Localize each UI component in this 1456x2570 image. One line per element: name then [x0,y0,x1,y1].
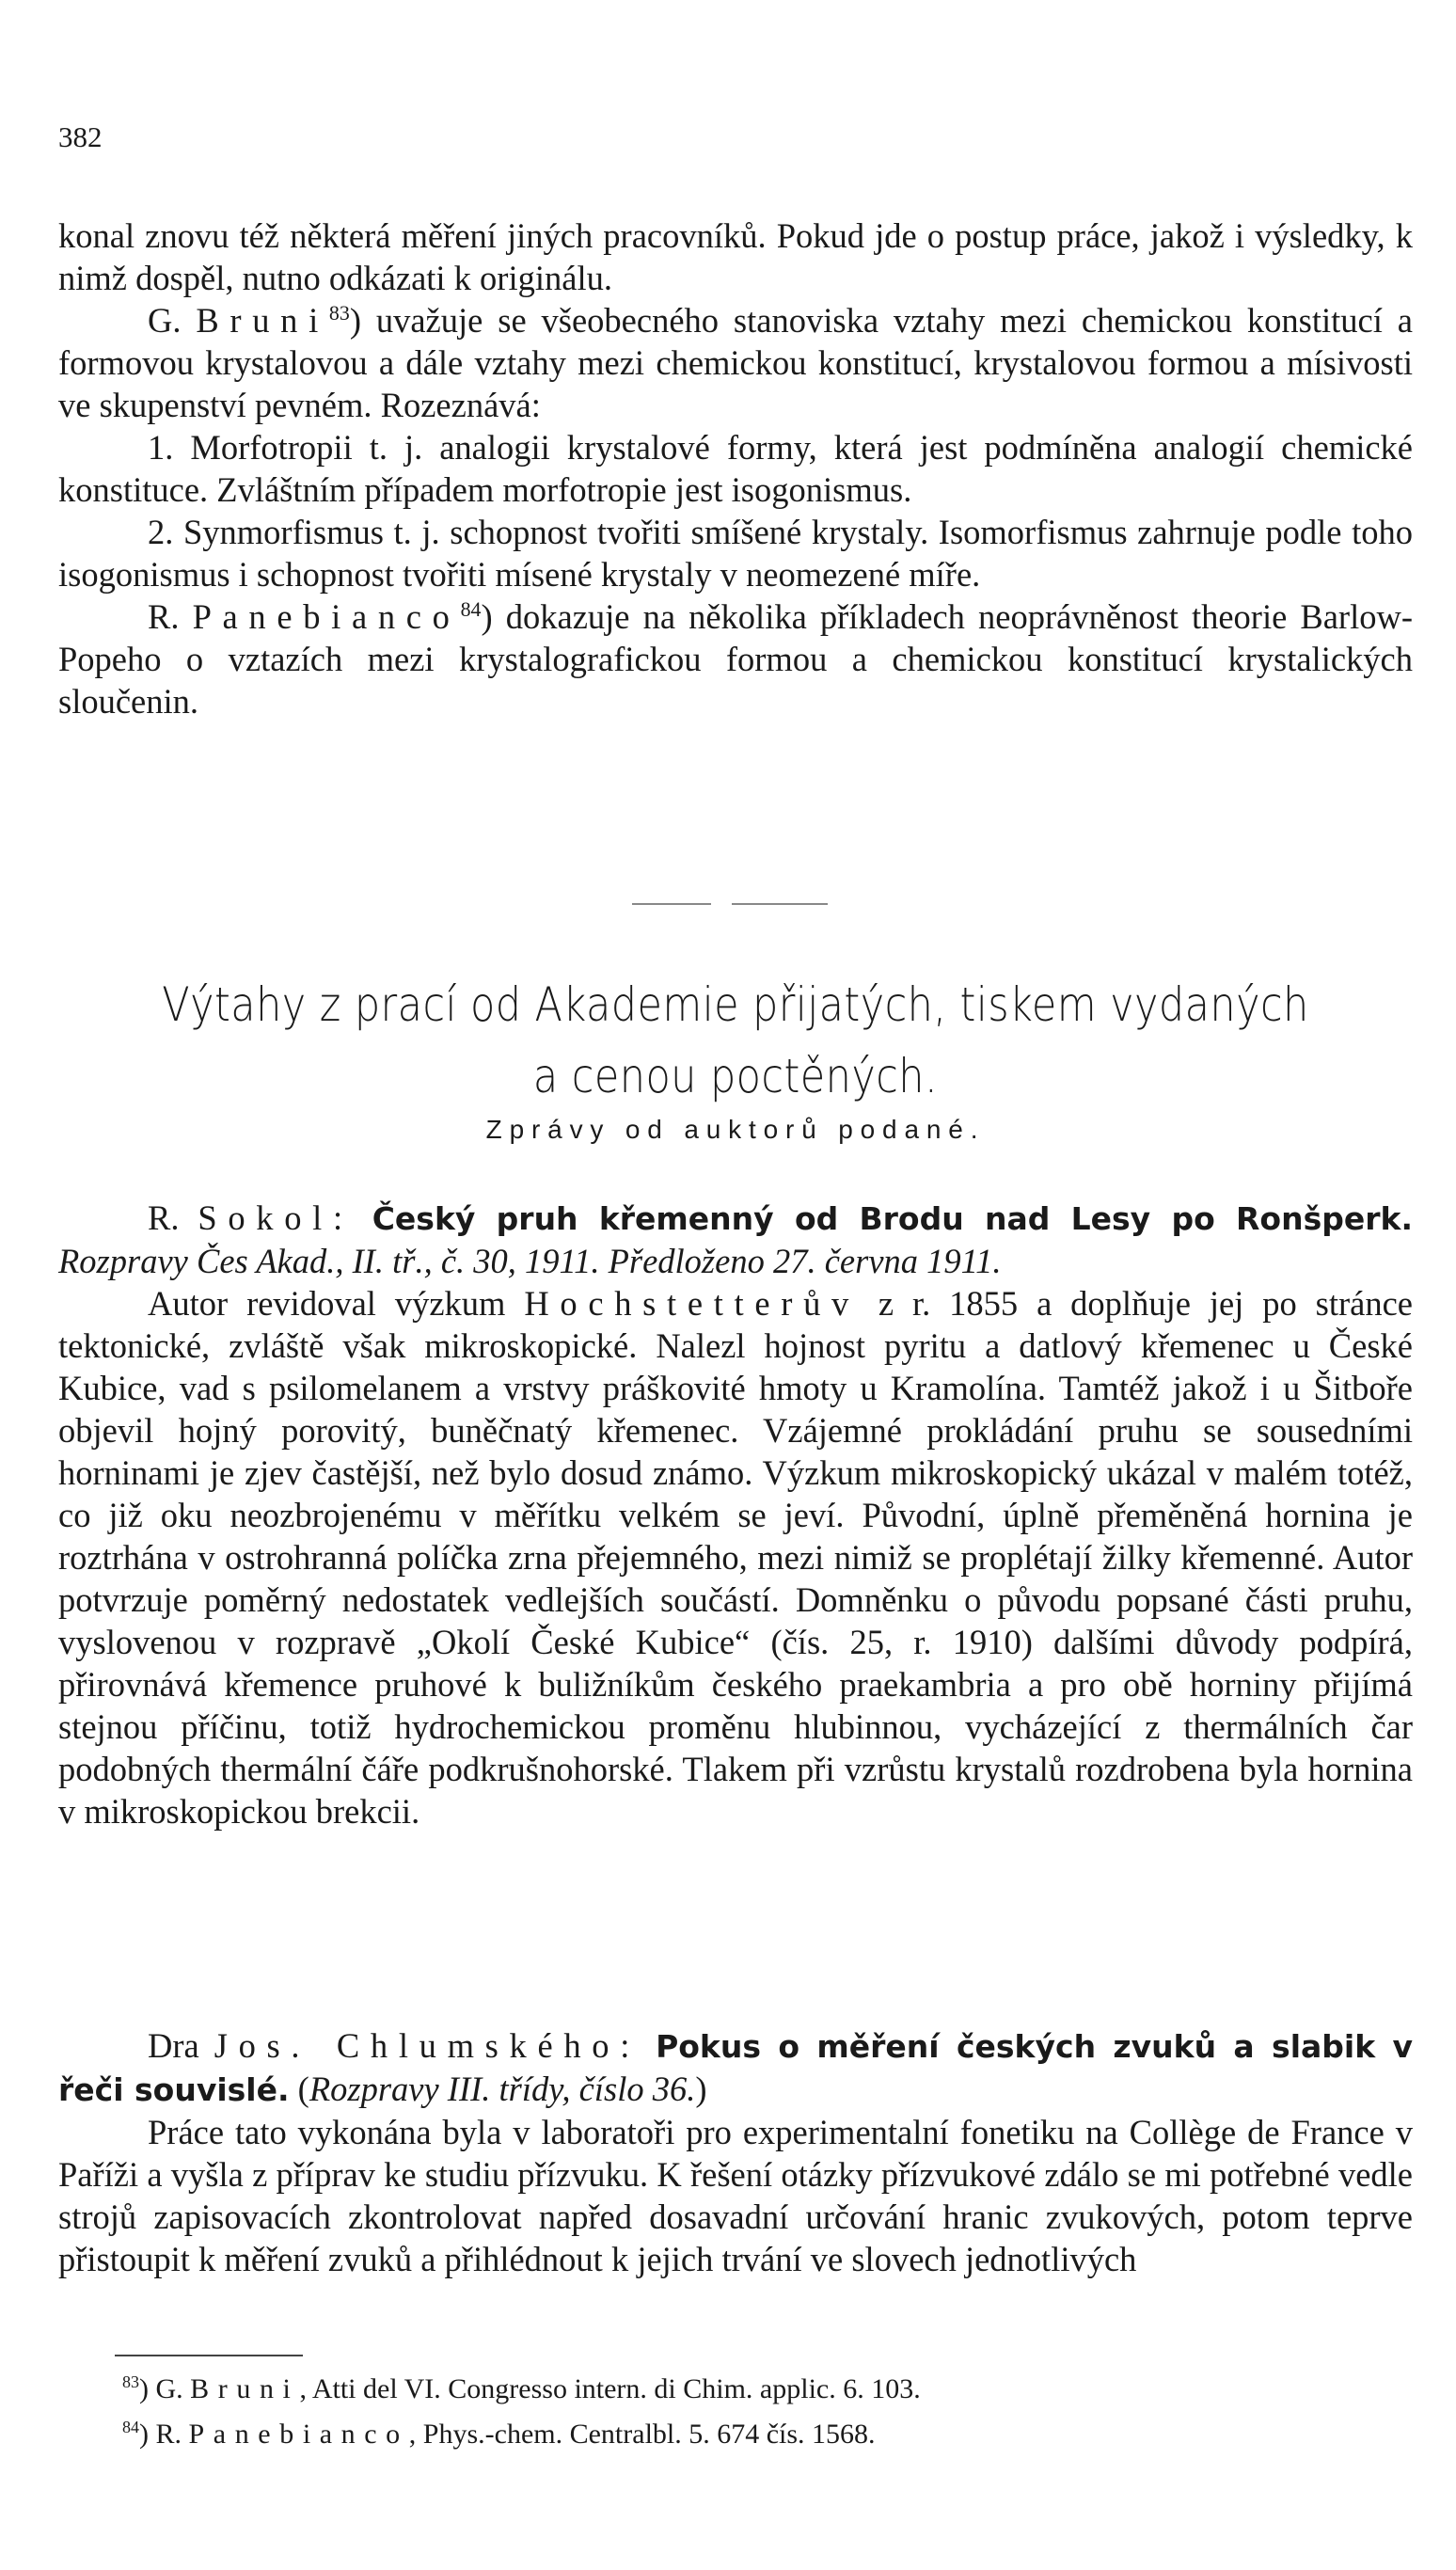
text-run: Autor revidoval výzkum [148,1284,525,1323]
article-citation: Rozpravy III. třídy, číslo 36. [309,2070,696,2108]
footnote-mark: 84 [122,2418,139,2436]
article-title: Pokus o měření českých zvuků a slabik v řeči souvislé. [58,2028,1414,2108]
article-chlumsky [58,2024,1413,2280]
divider [632,903,711,905]
text-run: R. [148,597,193,636]
article-title: Český pruh křemenný od Brodu nad Lesy po Ronšperk. [372,1200,1413,1237]
article-author: Sokol: [198,1198,354,1237]
article-header [58,1197,1413,1282]
section-subtitle: Zprávy od auktorů podané. [485,1115,986,1144]
divider [732,903,828,905]
footnotes [58,2363,1413,2453]
page-number: 382 [58,120,103,153]
section-title-line: a cenou poctěných. [532,1049,939,1103]
text-run: ) R. [139,2419,189,2450]
text-run: , Phys.-chem. Centralbl. 5. 674 čís. 1568. [408,2419,876,2450]
paragraph-bruni [58,299,1413,426]
text-run: z r. 1855 a doplňuje jej po stránce tektonické, zvláště však mikroskopické. Nalezl hojnost pyritu a datlový křemenec u České Kubice, vad s psilomelanem a vrstvy práškovité hmoty u Kramolína. Tamtéž jakož i u Šitboře objevil hojný porovitý, buněčnatý křemenec. Vzájemné prokládání pruhu se sousedními horninami je zjev častější, než bylo dosud známo. Výzkum mikroskopický ukázal v malém totéž, co již oku neozbrojenému v měřítku velkém se jeví. Původní, úplně přeměněná hornina je roztrhána v ostrohranná políčka zrna přejemného, mezi nimiž se proplétají žilky křemenné. Autor potvrzuje poměrný nedostatek vedlejších součástí. Domněnku o původu popsané části pruhu, vyslovenou v rozpravě „Okolí České Kubice“ (čís. 25, r. 1910) dalšími důvody podpírá, přirovnává křemence pruhové k buližníkům českého praekambria a pro obě horniny přijímá stejnou příčinu, totiž hydrochemickou proměnu hlubinnou, vycházející z thermálních čar podobných thermální čáře podkrušnohorské. Tlakem při vzrůstu krystalů rozdrobena byla hornina v mikroskopickou brekcii. [58,1284,1413,1831]
footnote-mark: 83 [122,2372,139,2391]
article-body [58,1282,1413,1832]
article-author: Jos. Chlumského: [214,2026,641,2065]
text-run: ( [297,2070,309,2108]
footnote-ref: 84 [460,596,482,621]
text-run: ) [695,2070,707,2108]
text-run: , Atti del VI. Congresso intern. di Chim. applic. 6. 103. [299,2373,921,2404]
text-run: G. [148,301,197,340]
paragraph-panebianco [58,595,1413,722]
text-run: ) uvažuje se všeobecného stanoviska vztahy mezi chemickou konstitucí a formovou krystalovou a dále vztahy mezi chemickou konstitucí, krystalovou formou a mísivosti ve skupenství pevném. Rozeznává: [58,301,1413,424]
cited-name: Hochstetterův [524,1284,860,1323]
article-citation: Rozpravy Čes Akad., II. tř., č. 30, 1911. Předloženo 27. června 1911. [58,1242,1002,1280]
author-name: Bruni [196,301,329,340]
article-body: Práce tato vykonána byla v laboratoři pro experimentalní fonetiku na Collège de France v Paříži a vyšla z příprav ke studiu přízvuku. K řešení otázky přízvukové zdálo se mi potřebné vedle strojů zapisovacích zkontrolovat napřed dosavadní určování hranic zvukových, potom teprve přistoupit k měření zvuků a přihlédnout k jejich trvání ve slovech jednotlivých [58,2113,1413,2278]
article-header [58,2024,1413,2111]
cited-name: Panebianco [188,2419,409,2450]
footnote-rule [115,2355,303,2356]
paragraph: konal znovu též některá měření jiných pracovníků. Pokud jde o postup práce, jakož i výsledky, k nimž dospěl, nutno odkázati k originálu. [58,216,1413,297]
article-sokol [58,1197,1413,1832]
list-item: 1. Morfotropii t. j. analogii krystalové formy, která jest podmíněna analogií chemické konstituce. Zvláštním případem morfotropie jest isogonismus. [58,428,1413,509]
footnote-ref: 83 [328,300,350,325]
text-run: R. [148,1198,198,1237]
author-name: Panebianco [192,597,461,636]
cited-name: Bruni [190,2373,300,2404]
section-title-line: Výtahy z prací od Akademie přijatých, tiskem vydaných [162,977,1309,1032]
footnote [58,2363,1413,2408]
text-run: Dra [148,2026,214,2065]
footnote [58,2408,1413,2453]
intro-text [58,214,1413,722]
text-run: ) G. [139,2373,191,2404]
list-item: 2. Synmorfismus t. j. schopnost tvořiti smíšené krystaly. Isomorfismus zahrnuje podle toho isogonismus i schopnost tvořiti mísené krystaly v neomezené míře. [58,513,1413,594]
section-title [153,969,1318,1112]
text-run: ) dokazuje na několika příkladech neoprávněnost theorie Barlow-Popeho o vztazích mezi krystalografickou formou a chemickou konstitucí krystalických sloučenin. [58,597,1413,721]
